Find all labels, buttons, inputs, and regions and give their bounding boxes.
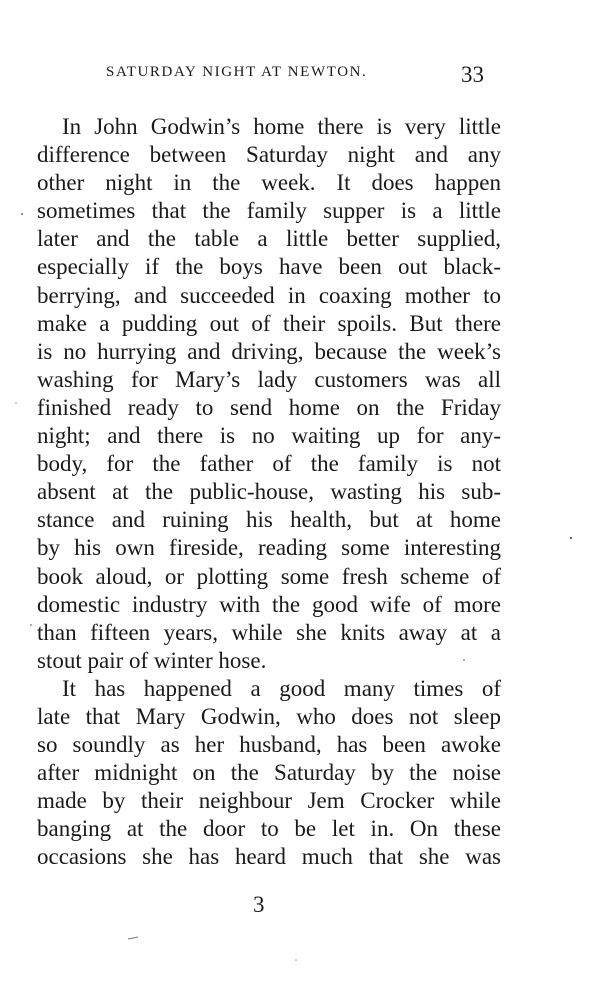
speck [21, 213, 23, 215]
text-line: finished ready to send home on the Friday [37, 394, 501, 420]
text-line: than fifteen years, while she knits away at a [37, 619, 501, 645]
text-line: by his own fireside, reading some interesting [37, 535, 501, 561]
speck [15, 402, 17, 404]
running-title: SATURDAY NIGHT AT NEWTON. [106, 64, 368, 80]
speck [295, 959, 297, 961]
text-line: after midnight on the Saturday by the noise [37, 760, 501, 786]
text-line: In John Godwin’s home there is very little [62, 114, 501, 139]
text-line: stance and ruining his health, but at home [37, 507, 501, 533]
text-line: sometimes that the family supper is a little [37, 198, 501, 224]
text-line: made by their neighbour Jem Crocker while [37, 788, 501, 814]
speck [570, 537, 572, 539]
paragraph-2 [37, 675, 501, 872]
text-line: domestic industry with the good wife of more [37, 591, 501, 617]
text-line: so soundly as her husband, has been awoke [37, 732, 501, 758]
text-line: washing for Mary’s lady customers was all [37, 366, 501, 392]
text-line: late that Mary Godwin, who does not sleep [37, 703, 501, 729]
text-line: stout pair of winter hose. [37, 647, 267, 673]
text-line: occasions she has heard much that she was [37, 844, 501, 870]
text-line: berrying, and succeeded in coaxing mother to [37, 282, 501, 308]
text-line: body, for the father of the family is not [37, 451, 501, 477]
text-line: difference between Saturday night and any [37, 142, 501, 168]
text-line: absent at the public-house, wasting his sub- [37, 479, 501, 505]
speck [30, 624, 32, 626]
text-line: is no hurrying and driving, because the week’s [37, 338, 501, 364]
speck [128, 937, 138, 939]
text-line: later and the table a little better supplied, [37, 226, 501, 252]
text-line: banging at the door to be let in. On these [37, 816, 501, 842]
text-line: night; and there is no waiting up for any- [37, 423, 501, 449]
running-head [0, 62, 594, 92]
paragraph-1 [37, 113, 501, 675]
page-number: 33 [461, 62, 484, 87]
signature-mark: 3 [253, 892, 265, 917]
text-line: make a pudding out of their spoils. But there [37, 310, 501, 336]
text-line: especially if the boys have been out black- [37, 254, 501, 280]
text-line: other night in the week. It does happen [37, 170, 501, 196]
body-text [37, 113, 501, 872]
text-line: It has happened a good many times of [62, 675, 501, 701]
text-line: book aloud, or plotting some fresh scheme of [37, 563, 501, 589]
